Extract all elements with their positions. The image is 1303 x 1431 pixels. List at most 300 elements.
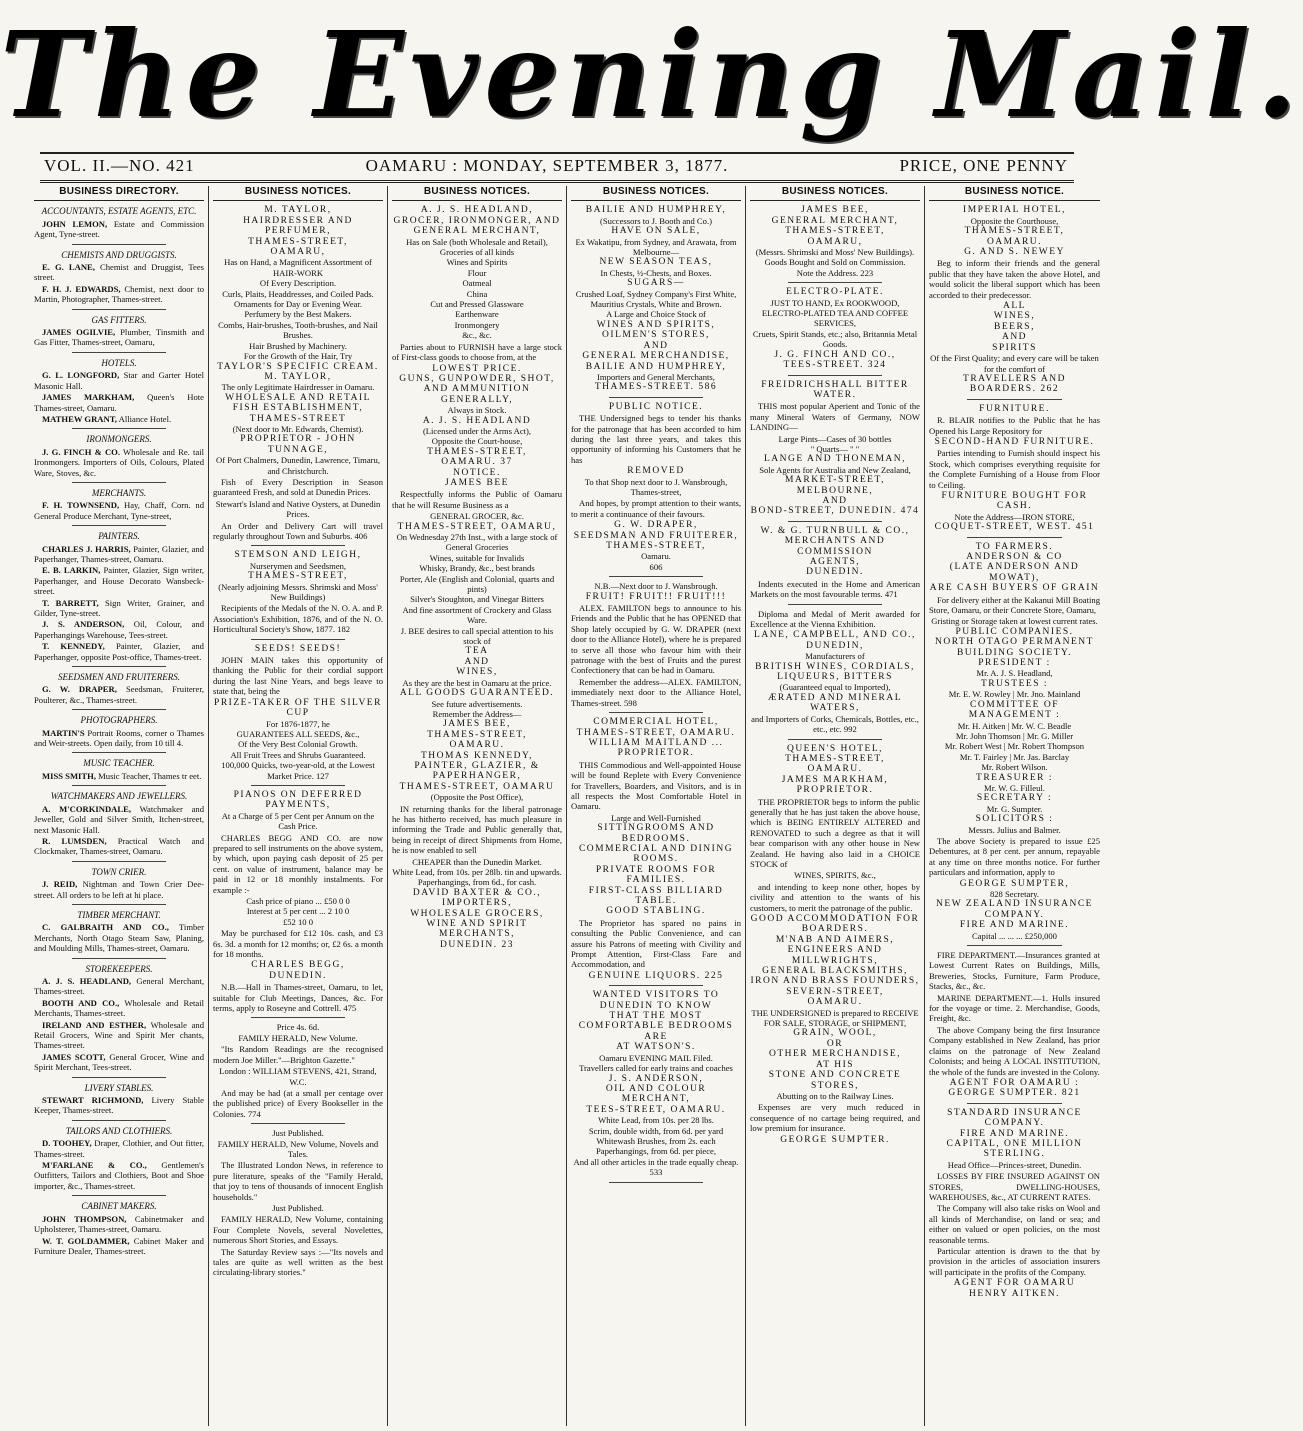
- ad-line: CHARLES BEGG,: [251, 960, 345, 971]
- directory-entry: [34, 879, 204, 900]
- ad-line: TEA: [465, 646, 489, 657]
- directory-entry: [34, 684, 204, 705]
- entry-text: Nightman and Town Crier Dee-street. All orders to be left at hi place.: [34, 879, 204, 900]
- directory-entry: [34, 1236, 204, 1257]
- entry-name: F. H. J. EDWARDS,: [42, 283, 121, 294]
- ad-line: THAMES-STREET,: [248, 236, 348, 247]
- ad-line: The above Company being the first Insurance Company established in New Zealand, has prior claims on the patronage of New Zealand Colonists; and being A LOCAL INSTITUTION, the whole of the funds are invested in the Colony.: [929, 1024, 1100, 1077]
- ad-line: Mauritius Crystals, White and Brown.: [590, 299, 722, 310]
- ad-line: All Fruit Trees and Shrubs Guaranteed.: [230, 749, 366, 760]
- ad-line: TREASURER :: [976, 772, 1053, 783]
- directory-section-title: MERCHANTS.: [91, 487, 147, 498]
- ad-line: Ironmongery: [454, 319, 500, 330]
- entry-name: A. J. S. HEADLAND,: [42, 975, 132, 986]
- ad-line: Has on Sale (both Wholesale and Retail),: [406, 236, 548, 247]
- ad-line: FIRE AND MARINE.: [959, 1128, 1070, 1139]
- ad-line: The Proprietor has spared no pains in consulting the Public Convenience, and can assure his Patrons of meeting with Civility and Prompt Attention, First-Class Fare and Accommodation, and: [571, 917, 741, 970]
- ad-line: LANGE AND THONEMAN,: [763, 454, 907, 465]
- ad-line: Manufacturers of: [805, 651, 865, 662]
- ad-line: CHEAPER than the Dunedin Market.: [412, 856, 542, 867]
- ad-line: Expenses are very much reduced in consequence of no cartage being required, and low premium for insurance.: [750, 1102, 920, 1134]
- entry-text: Chemist, next door to Martin, Photographer, Thames-street.: [34, 283, 204, 305]
- entry-name: MATHEW GRANT,: [42, 413, 117, 424]
- ad-line: PIANOS ON DEFERRED PAYMENTS,: [233, 789, 363, 811]
- directory-entry: [34, 544, 204, 565]
- ad-line: Hair Brushed by Machinery.: [249, 340, 347, 351]
- entry-name: T. BARRETT,: [42, 597, 99, 608]
- ad-line: STONE AND CONCRETE STORES,: [768, 1070, 902, 1091]
- ad-line: And all other articles in the trade equally cheap. 533: [573, 1156, 739, 1178]
- section-divider: [72, 958, 166, 959]
- ad-line: GENERAL BLACKSMITHS,: [762, 966, 908, 977]
- directory-entry: [34, 771, 204, 781]
- entry-name: JAMES OGILVIE,: [42, 327, 116, 338]
- directory-entry: [34, 370, 204, 391]
- ad-line: May be purchased for £12 10s. cash, and £3 6s. 3d. a month for 12 months; or, £2 6s. a month for 18 months.: [213, 928, 383, 960]
- column-business-notices-4: [746, 186, 925, 1426]
- column-business-notices-3: [567, 186, 746, 1426]
- ad-line: FAMILY HERALD, New Volume.: [238, 1032, 358, 1043]
- directory-entry: [34, 284, 204, 305]
- ad-line: SEEDSMAN AND FRUITERER,: [573, 530, 739, 541]
- ad-line: Travellers called for early trains and coaches: [579, 1063, 733, 1074]
- section-divider: [72, 709, 166, 710]
- section-divider: [72, 861, 166, 862]
- section-divider: [72, 1120, 166, 1121]
- ad-line: Whitewash Brushes, from 2s. each: [596, 1135, 716, 1146]
- entry-name: BOOTH AND CO.,: [42, 997, 120, 1008]
- ad-line: ARE CASH BUYERS OF GRAIN: [929, 583, 1100, 594]
- directory-entry: [34, 641, 204, 662]
- ad-line: For 1876-1877, he: [266, 718, 330, 729]
- column-business-notices-2: [388, 186, 567, 1426]
- entry-name: E. G. LANE,: [42, 262, 95, 273]
- column-heading: BUSINESS NOTICE.: [929, 186, 1100, 201]
- ad-line: THAMES-STREET,: [785, 226, 885, 237]
- ad-line: JAMES BEE: [445, 477, 509, 488]
- ad-line: Diploma and Medal of Merit awarded for Excellence at the Vienna Exhibition.: [750, 608, 920, 630]
- ad-line: Paperhangings, from 6d. per piece,: [595, 1146, 717, 1157]
- ad-line: ELECTRO-PLATE.: [786, 287, 884, 298]
- ad-line: Remember the Address—: [432, 708, 522, 719]
- entry-name: JAMES SCOTT,: [42, 1051, 106, 1062]
- ad-line: Mr. Robert West | Mr. Robert Thompson: [944, 741, 1085, 752]
- ad-line: WINES AND SPIRITS,: [596, 319, 716, 330]
- ad-line: M. TAYLOR,: [264, 371, 332, 382]
- entry-text: Music Teacher, Thames tr eet.: [98, 770, 202, 781]
- ad-line: DUNEDIN.: [806, 567, 864, 578]
- ad-line: China: [466, 288, 488, 299]
- ad-line: London : WILLIAM STEVENS, 421, Strand, W.C.: [219, 1066, 377, 1087]
- ad-line: ARE: [644, 1031, 668, 1042]
- ad-line: THAMES-STREET,: [427, 729, 527, 740]
- ad-line: AND: [1001, 332, 1028, 343]
- issue-date: OAMARU : MONDAY, SEPTEMBER 3, 1877.: [365, 156, 729, 175]
- ad-line: OAMARU.: [807, 764, 863, 775]
- ad-line: Porter, Ale (English and Colonial, quarts and pints): [399, 573, 555, 595]
- ad-line: Opposite the Courthouse,: [970, 215, 1059, 226]
- ad-line: REMOVED: [627, 466, 685, 477]
- ad-line: GEORGE SUMPTER.: [780, 1134, 890, 1145]
- entry-name: CHARLES J. HARRIS,: [42, 543, 131, 554]
- ad-line: COQUET-STREET, WEST. 451: [934, 522, 1095, 533]
- ad-line: 606: [649, 561, 663, 572]
- ad-line: The Company will also take risks on Wool and all kinds of Merchandise, on land or sea; and either on valued or open policies, on the most reasonable terms.: [929, 1203, 1100, 1245]
- ad-line: (Licensed under the Arms Act),: [422, 425, 532, 436]
- entry-text: General Grocer, Wine and Spirit Merchant, Tees-street.: [34, 1051, 205, 1073]
- ad-line: IN returning thanks for the liberal patronage he has hitherto received, has much pleasure in informing the Trade and Public generally that, being in receipt of direct Shipments from Home, he is now enabled to sell: [392, 803, 562, 856]
- ad-line: PROPRIETOR.: [796, 785, 874, 796]
- ad-line: GENERAL MERCHANDISE,: [582, 351, 730, 362]
- ad-line: SEEDS! SEEDS!: [254, 643, 342, 654]
- entry-name: M'FARLANE & CO.,: [42, 1160, 147, 1171]
- entry-name: G. L. LONGFORD,: [42, 370, 120, 381]
- entry-name: STEWART RICHMOND,: [42, 1095, 144, 1106]
- ad-line: Mr. G. Sumpter.: [986, 803, 1043, 814]
- ad-line: In Chests, ½-Chests, and Boxes.: [600, 267, 712, 278]
- ad-line: GUNS, GUNPOWDER, SHOT, AND AMMUNITION GENERALLY,: [399, 373, 555, 405]
- ad-line: Whisky, Brandy, &c., best brands: [419, 563, 535, 574]
- ad-line: (Nearly adjoining Messrs. Shrimski and Moss' New Buildings): [218, 581, 378, 603]
- ad-line: JAMES BEE,: [443, 719, 511, 730]
- ad-divider: [251, 545, 345, 546]
- ad-line: DUNEDIN. 23: [439, 939, 515, 950]
- ad-line: Of the Very Best Colonial Growth.: [238, 739, 358, 750]
- ad-line: THAMES-STREET,: [964, 226, 1065, 237]
- ad-line: FAMILY HERALD, New Volume, Novels and Tales.: [217, 1138, 379, 1159]
- ad-line: SEVERN-STREET,: [786, 986, 884, 997]
- ad-line: JOHN MAIN takes this opportunity of thanking the Public for their cordial support during the last Nine Years, and begs leave to state that, being the: [213, 655, 383, 697]
- ad-line: PUBLIC NOTICE.: [608, 401, 704, 412]
- directory-entry: [34, 1052, 204, 1073]
- directory-section-title: LIVERY STABLES.: [84, 1082, 154, 1093]
- masthead-title: The Evening Mail.: [0, 5, 1303, 144]
- dateline: [44, 156, 1068, 178]
- ad-line: Earthenware: [455, 309, 499, 320]
- ad-line: 828 Secretary.: [989, 889, 1040, 899]
- section-divider: [72, 904, 166, 905]
- ad-line: DAVID BAXTER & CO.,: [412, 887, 542, 898]
- ad-line: GUARANTEES ALL SEEDS, &c.,: [236, 728, 360, 739]
- ad-line: Opposite the Court-house,: [431, 436, 523, 447]
- ad-line: Capital ... ... ... £250,000: [972, 930, 1057, 941]
- ad-line: WINES,: [456, 667, 498, 678]
- ad-line: IMPERIAL HOTEL,: [963, 205, 1066, 216]
- ad-line: To that Shop next door to J. Wansbrough, Thames-street,: [584, 476, 728, 497]
- ad-divider: [788, 739, 882, 740]
- ad-line: COMFORTABLE BEDROOMS: [578, 1021, 734, 1032]
- entry-text: General Merchant, Thames-street.: [34, 975, 204, 997]
- ad-line: Flour: [467, 267, 487, 278]
- ad-line: WANTED VISITORS TO DUNEDIN TO KNOW: [592, 990, 720, 1011]
- notices-body: [750, 205, 920, 1145]
- ad-line: STEMSON AND LEIGH,: [234, 550, 362, 561]
- entry-name: C. GALBRAITH AND CO.,: [42, 922, 169, 933]
- ad-line: Always in Stock.: [447, 405, 507, 416]
- ad-line: TO FARMERS.: [975, 541, 1054, 552]
- section-divider: [72, 482, 166, 483]
- entry-text: Oil, Colour, and Paperhangings Warehouse, Tees-street.: [34, 619, 204, 640]
- bottom-rule: [40, 180, 1074, 183]
- ad-line: BOND-STREET, DUNEDIN. 474: [750, 506, 920, 517]
- ad-line: A Large and Choice Stock of: [606, 309, 706, 320]
- ad-divider: [251, 1017, 345, 1018]
- ad-line: R. BLAIR notifies to the Public that he has Opened his Large Repository for: [929, 415, 1100, 436]
- entry-name: IRELAND AND ESTHER,: [42, 1019, 147, 1030]
- ad-line: Just Published.: [272, 1128, 324, 1139]
- ad-line: OR: [826, 1038, 844, 1049]
- ad-line: BAILIE AND HUMPHREY,: [585, 361, 727, 372]
- ad-line: HAIRDRESSER AND PERFUMER,: [243, 215, 353, 237]
- entry-text: Watchmaker and Jeweller, Gold and Silver Smith, Itchen-street, next Masonic Hall.: [34, 803, 204, 835]
- ad-line: WINES, SPIRITS, &c.,: [794, 870, 876, 881]
- ad-line: Sole Agents for Australia and New Zealand,: [759, 464, 911, 475]
- ad-line: J. S. ANDERSON,: [608, 1073, 704, 1084]
- entry-text: Alliance Hotel.: [118, 413, 172, 424]
- ad-line: COMMITTEE OF MANAGEMENT :: [968, 699, 1061, 721]
- ad-line: THAMES-STREET. 586: [594, 382, 718, 393]
- ad-line: THOMAS KENNEDY,: [420, 750, 534, 761]
- ad-line: ALL GOODS GUARANTEED.: [399, 688, 555, 699]
- ad-line: &c., &c.: [462, 330, 492, 341]
- ad-line: AGENT FOR OAMARU: [953, 1278, 1076, 1289]
- entry-text: Wholesale and Retail Grocers, Wine and Spirit Mer chants, Thames-street.: [34, 1019, 204, 1051]
- ad-line: PRIZE-TAKER OF THE SILVER CUP: [214, 697, 382, 719]
- entry-text: Seedsman, Fruiterer, Poulterer, &c., Thames-street.: [34, 684, 204, 705]
- entry-text: Wholesale and Re. tail Ironmongers. Importers of Oils, Colours, Plated Ware, Stoves, &c.: [34, 446, 205, 478]
- ad-line: Of the First Quality; and every care will be taken for the comfort of: [930, 353, 1099, 374]
- ad-line: COMMERCIAL AND DINING ROOMS.: [578, 843, 734, 865]
- issue-price: PRICE, ONE PENNY: [899, 156, 1068, 175]
- directory-entry: [34, 976, 204, 997]
- ad-line: Note the Address—IRON STORE,: [954, 511, 1075, 522]
- ad-line: BAILIE AND HUMPHREY,: [585, 205, 727, 216]
- directory-section-title: PAINTERS.: [98, 531, 140, 542]
- ad-line: Large Pints—Cases of 30 bottles: [778, 433, 892, 444]
- ad-line: (Opposite the Post Office),: [430, 792, 524, 803]
- ad-line: THIS Commodious and Well-appointed House will be found Replete with Every Convenience for Travellers, Boarders, and Visitors, and is in all respects the Most Comfortable Hotel in Oamaru.: [571, 759, 741, 812]
- ad-line: IRON AND BRASS FOUNDERS,: [750, 976, 920, 987]
- directory-entry: [34, 998, 204, 1019]
- ad-line: Note the Address. 223: [796, 267, 874, 278]
- ad-line: GEORGE SUMPTER. 821: [948, 1088, 1081, 1099]
- ad-line: ÆRATED AND MINERAL WATERS,: [767, 692, 903, 714]
- ad-line: OAMARU. 37: [441, 457, 513, 468]
- ad-line: On Wednesday 27th Inst., with a large stock of: [396, 532, 558, 542]
- ad-line: WHOLESALE AND RETAIL FISH ESTABLISHMENT,: [225, 392, 371, 414]
- ad-line: FOR SALE, STORAGE, or SHIPMENT,: [763, 1018, 907, 1029]
- ad-divider: [967, 399, 1061, 400]
- ad-line: M'NAB AND AIMERS,: [775, 934, 895, 945]
- entry-text: Practical Watch and Clockmaker, Thames-street, Oamaru.: [34, 835, 204, 857]
- ad-line: PROPRIETOR - JOHN TUNNAGE,: [240, 434, 356, 455]
- directory-entry: [34, 1138, 204, 1159]
- directory-section-title: ACCOUNTANTS, ESTATE AGENTS, ETC.: [41, 206, 197, 217]
- ad-line: LOWEST PRICE.: [432, 363, 522, 374]
- ad-line: JUST TO HAND, Ex ROOKWOOD, ELECTRO-PLATED TEA AND COFFEE SERVICES,: [761, 297, 909, 329]
- ad-line: Oamaru.: [641, 551, 671, 562]
- ad-line: A. J. S. HEADLAND,: [420, 205, 534, 216]
- ad-line: Gristing or Storage taken at lowest current rates.: [931, 616, 1098, 627]
- column-business-notices-1: [209, 186, 388, 1426]
- ad-line: G. AND S. NEWEY: [964, 247, 1065, 258]
- ad-divider: [251, 785, 345, 786]
- ad-line: Recipients of the Medals of the N. O. A. and P. Association's Exhibition, 1876, and of the N. O. Horticultural Society's Show, 1877. 182: [213, 603, 383, 635]
- ad-line: Nurserymen and Seedsmen,: [249, 560, 347, 571]
- ad-line: GEORGE SUMPTER,: [959, 878, 1070, 889]
- ad-line: STANDARD INSURANCE COMPANY.: [947, 1107, 1082, 1129]
- section-divider: [72, 785, 166, 786]
- entry-name: A. M'CORKINDALE,: [42, 803, 131, 814]
- ad-line: PUBLIC COMPANIES.: [955, 626, 1074, 637]
- ad-line: THAMES-STREET,: [606, 541, 706, 551]
- ad-line: Paperhangings, from 6d., for cash.: [417, 877, 537, 888]
- ad-line: FIRE AND MARINE.: [959, 920, 1070, 931]
- ad-line: Of Port Chalmers, Dunedin, Lawrence, Timaru, and Christchurch.: [216, 455, 380, 476]
- ad-divider: [788, 282, 882, 283]
- ad-line: Wines and Spirits: [446, 257, 508, 268]
- directory-section-title: WATCHMAKERS AND JEWELLERS.: [50, 791, 188, 802]
- ad-line: The Saturday Review says :—"Its novels and tales are quite as well written as the best circulating-library stories.": [213, 1246, 383, 1278]
- column-heading: BUSINESS NOTICES.: [213, 186, 383, 201]
- section-divider: [72, 1195, 166, 1196]
- ad-line: Abutting on to the Railway Lines.: [776, 1090, 894, 1101]
- ad-line: (Guaranteed equal to Imported),: [779, 682, 891, 693]
- ad-divider: [609, 1182, 703, 1183]
- ad-line: NEW ZEALAND INSURANCE COMPANY.: [936, 899, 1093, 920]
- ad-line: WINE AND SPIRIT MERCHANTS,: [426, 919, 528, 940]
- ad-line: AGENT FOR OAMARU :: [949, 1077, 1080, 1088]
- ad-line: NORTH OTAGO PERMANENT BUILDING SOCIETY.: [935, 637, 1094, 658]
- ad-line: GOOD ACCOMMODATION FOR BOARDERS.: [750, 914, 920, 935]
- ad-divider: [609, 397, 703, 398]
- ad-line: Ornaments for Day or Evening Wear.: [233, 299, 363, 310]
- directory-entry: [34, 619, 204, 640]
- ad-line: TRUSTEES :: [981, 678, 1048, 689]
- section-divider: [72, 1077, 166, 1078]
- directory-entry: [34, 1020, 204, 1051]
- entry-text: Cabinetmaker and Upholsterer, Thames-street, Oamaru.: [34, 1213, 204, 1235]
- ad-line: Remember the address—ALEX. FAMILTON, immediately next door to the Alliance Hotel, Thames-street. 598: [571, 676, 741, 708]
- entry-text: Painter, Glazier, and Paperhanger, Thames-street, Oamaru.: [34, 543, 204, 564]
- ad-divider: [251, 1123, 345, 1124]
- directory-body: [34, 206, 204, 1256]
- ad-line: NEW SEASON TEAS,: [599, 257, 713, 268]
- directory-entry: [34, 447, 204, 478]
- ad-line: LANE, CAMPBELL, AND CO.,: [754, 630, 916, 641]
- entry-name: G. W. DRAPER,: [42, 684, 117, 695]
- columns: [30, 186, 1106, 1426]
- ad-line: IMPORTERS,: [441, 898, 513, 909]
- ad-line: Groceries of all kinds: [439, 247, 515, 258]
- entry-name: R. LUMSDEN,: [42, 835, 107, 846]
- ad-line: DUNEDIN.: [269, 970, 327, 981]
- ad-line: £52 10 0: [282, 916, 314, 927]
- directory-section-title: CHEMISTS AND DRUGGISTS.: [61, 249, 177, 260]
- ad-line: 100,000 Quicks, two-year-old, at the Lowest Market Price. 127: [221, 760, 375, 781]
- ad-line: J. G. FINCH AND CO.,: [774, 349, 896, 360]
- ad-line: SITTINGROOMS AND BEDROOMS.: [597, 823, 715, 844]
- entry-text: Estate and Commission Agent, Tyne-street.: [34, 218, 204, 240]
- ad-line: Particular attention is drawn to the that by provision in the articles of association insurers will participate in the profits of the Company.: [929, 1246, 1100, 1277]
- volume-number: VOL. II.—NO. 421: [44, 156, 195, 175]
- notices-body: [571, 205, 741, 1182]
- ad-line: AT WATSON'S.: [616, 1042, 696, 1053]
- ad-line: The above Society is prepared to issue £25 Debentures, at 8 per cent. per annum, repayable at any time on three months notice. For further particulars and information, apply to: [929, 835, 1100, 878]
- ad-divider: [251, 639, 345, 640]
- ad-line: FAMILY HERALD, New Volume, containing Four Complete Novels, several Novelettes, numerous Short Stories, and Essays.: [213, 1214, 383, 1246]
- ad-line: AND: [822, 495, 848, 506]
- ad-line: Goods Bought and Sold on Commission.: [764, 257, 906, 268]
- ad-line: Price 4s. 6d.: [276, 1022, 320, 1033]
- notices-body: [392, 205, 562, 950]
- directory-entry: [34, 327, 204, 348]
- ad-line: Interest at 5 per cent ... 2 10 0: [246, 906, 350, 917]
- entry-text: Star and Garter Hotel Masonic Hall.: [34, 370, 205, 391]
- ad-divider: [967, 537, 1061, 538]
- ad-line: QUEEN'S HOTEL,: [786, 743, 884, 754]
- entry-text: Cabinet Maker and Furniture Dealer, Thames-street.: [34, 1235, 204, 1256]
- entry-text: Chemist and Druggist, Tees street.: [34, 262, 204, 283]
- ad-line: JAMES BEE,: [801, 205, 869, 216]
- ad-line: Mr. A. J. S. Headland,: [976, 668, 1053, 679]
- directory-entry: [34, 565, 204, 596]
- ad-line: Large and Well-Furnished: [611, 812, 701, 823]
- ad-line: BEERS,: [994, 321, 1035, 332]
- ad-line: PRIVATE ROOMS FOR FAMILIES.: [595, 864, 717, 886]
- ad-line: " Quarts— " ": [810, 443, 860, 454]
- ad-divider: [788, 521, 882, 522]
- ad-line: ENGINEERS AND MILLWRIGHTS,: [787, 945, 883, 966]
- ad-line: Ex Wakatipu, from Sydney, and Arawata, from Melbourne—: [575, 236, 737, 258]
- ad-line: AGENTS,: [809, 557, 861, 567]
- ad-line: GOOD STABLING.: [606, 906, 706, 917]
- ad-divider: [967, 945, 1061, 946]
- section-divider: [72, 428, 166, 429]
- ad-line: TRAVELLERS AND BOARDERS. 262: [963, 373, 1066, 395]
- ad-line: CHARLES BEGG AND CO. are now prepared to sell instruments on the above system, by which, upon paying cash deposit of 25 per cent. on value of instrument, balance may be paid in 12 or 18 monthly instalments. For example :-: [213, 832, 383, 895]
- entry-name: MARTIN'S: [42, 727, 85, 738]
- column-heading: BUSINESS NOTICES.: [750, 186, 920, 201]
- ad-line: Combs, Hair-brushes, Tooth-brushes, and Nail Brushes.: [218, 319, 378, 341]
- ad-line: GENERAL MERCHANT,: [771, 215, 899, 226]
- ad-line: SPIRITS: [992, 342, 1037, 353]
- entry-text: Sign Writer, Grainer, and Gilder, Tyne-street.: [34, 597, 205, 618]
- directory-entry: [34, 1160, 204, 1191]
- column-business-notice: [925, 186, 1104, 1426]
- ad-line: (Next door to Mr. Edwards, Chemist).: [232, 423, 364, 434]
- ad-line: FIRST-CLASS BILLIARD TABLE.: [588, 885, 724, 906]
- ad-line: NOTICE.: [453, 467, 501, 478]
- column-heading: BUSINESS NOTICES.: [571, 186, 741, 201]
- ad-line: DUNEDIN,: [806, 640, 864, 651]
- ad-line: N.B.—Hall in Thames-street, Oamaru, to let, suitable for Club Meetings, Dances, &c. For terms, apply to Roseyne and Cottrell. 475: [213, 982, 383, 1014]
- ad-line: Curls, Plaits, Headdresses, and Coiled Pads.: [222, 288, 374, 299]
- ad-line: M. TAYLOR,: [264, 205, 332, 216]
- ad-line: THIS most popular Aperient and Tonic of the many Mineral Waters of Germany, NOW LANDING—: [750, 401, 920, 433]
- column-heading: BUSINESS NOTICES.: [392, 186, 562, 201]
- entry-name: J. S. ANDERSON,: [42, 619, 125, 630]
- ad-line: SUGARS—: [627, 278, 685, 289]
- ad-line: PRESIDENT :: [978, 658, 1051, 669]
- ad-divider: [788, 375, 882, 376]
- ad-divider: [967, 1103, 1061, 1104]
- entry-name: F. H. TOWNSEND,: [42, 500, 120, 511]
- ad-line: THAMES-STREET,: [785, 753, 885, 764]
- ad-line: SECRETARY :: [976, 793, 1053, 804]
- ad-divider: [609, 576, 703, 577]
- ad-line: BRITISH WINES, CORDIALS,: [755, 661, 915, 672]
